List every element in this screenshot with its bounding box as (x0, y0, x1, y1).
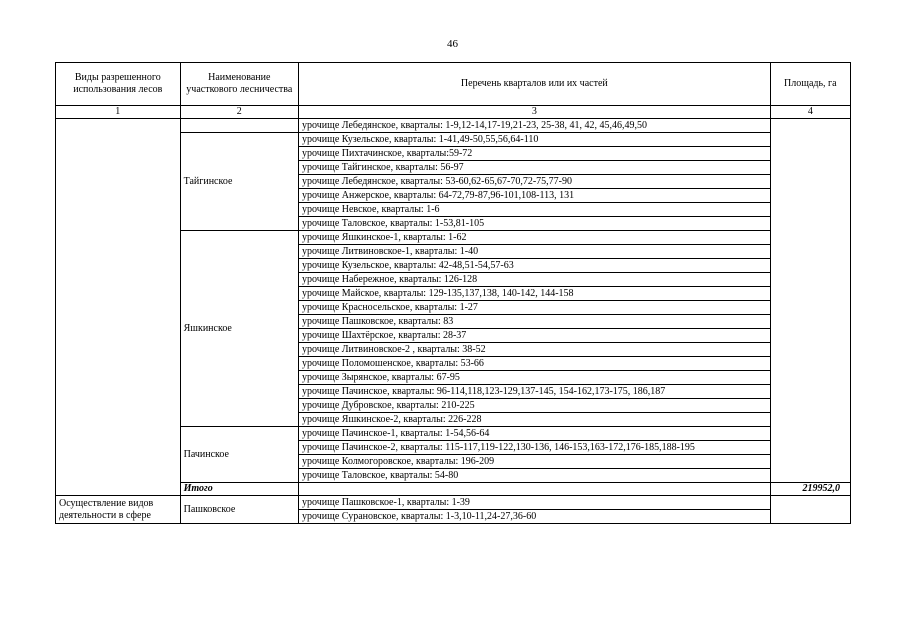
quarters-cell: урочище Пачинское-2, кварталы: 115-117,119-122,130-136, 146-153,163-172,176-185,188-195 (299, 441, 771, 455)
column-number: 2 (180, 106, 298, 119)
quarters-cell: урочище Литвиновское-2 , кварталы: 38-52 (299, 343, 771, 357)
quarters-cell: урочище Анжерское, кварталы: 64-72,79-87,96-101,108-113, 131 (299, 189, 771, 203)
use-type-cell (56, 119, 181, 496)
column-number: 1 (56, 106, 181, 119)
table-body (56, 63, 851, 524)
district-cell (180, 119, 298, 133)
forest-use-table (55, 62, 851, 524)
header-district: Наименование участкового лесничества (180, 63, 298, 106)
page-number: 46 (447, 38, 458, 50)
quarters-cell: урочище Колмогоровское, кварталы: 196-209 (299, 455, 771, 469)
column-number: 4 (770, 106, 850, 119)
column-number: 3 (299, 106, 771, 119)
quarters-cell: урочище Шахтёрское, кварталы: 28-37 (299, 329, 771, 343)
header-area: Площадь, га (770, 63, 850, 106)
quarters-cell: урочище Кузельское, кварталы: 42-48,51-54,57-63 (299, 259, 771, 273)
total-empty-cell (299, 483, 771, 496)
area-cell (770, 496, 850, 524)
quarters-cell: урочище Таловское, кварталы: 54-80 (299, 469, 771, 483)
district-cell: Тайгинское (180, 133, 298, 231)
quarters-cell: урочище Лебедянское, кварталы: 53-60,62-65,67-70,72-75,77-90 (299, 175, 771, 189)
use-type-cell: Осуществление видов деятельности в сфере (56, 496, 181, 524)
quarters-cell: урочище Дубровское, кварталы: 210-225 (299, 399, 771, 413)
quarters-cell: урочище Пашковское-1, кварталы: 1-39 (299, 496, 771, 510)
quarters-cell: урочище Невское, кварталы: 1-6 (299, 203, 771, 217)
quarters-cell: урочище Кузельское, кварталы: 1-41,49-50,55,56,64-110 (299, 133, 771, 147)
district-cell: Яшкинское (180, 231, 298, 427)
header-row (56, 63, 851, 106)
header-quarters-list: Перечень кварталов или их частей (299, 63, 771, 106)
quarters-cell: урочище Пачинское, кварталы: 96-114,118,123-129,137-145, 154-162,173-175, 186,187 (299, 385, 771, 399)
district-cell: Пачинское (180, 427, 298, 483)
table-row (56, 496, 851, 510)
quarters-cell: урочище Пашковское, кварталы: 83 (299, 315, 771, 329)
quarters-cell: урочище Набережное, кварталы: 126-128 (299, 273, 771, 287)
column-number-row (56, 106, 851, 119)
quarters-cell: урочище Поломошенское, кварталы: 53-66 (299, 357, 771, 371)
quarters-cell: урочище Пихтачинское, кварталы:59-72 (299, 147, 771, 161)
quarters-cell: урочище Яшкинское-2, кварталы: 226-228 (299, 413, 771, 427)
quarters-cell: урочище Зырянское, кварталы: 67-95 (299, 371, 771, 385)
quarters-cell: урочище Сурановское, кварталы: 1-3,10-11,24-27,36-60 (299, 510, 771, 524)
quarters-cell: урочище Тайгинское, кварталы: 56-97 (299, 161, 771, 175)
district-cell: Пашковское (180, 496, 298, 524)
header-use-type: Виды разрешенного использования лесов (56, 63, 181, 106)
quarters-cell: урочище Литвиновское-1, кварталы: 1-40 (299, 245, 771, 259)
quarters-cell: урочище Пачинское-1, кварталы: 1-54,56-64 (299, 427, 771, 441)
total-label: Итого (180, 483, 298, 496)
total-value: 219952,0 (770, 483, 850, 496)
quarters-cell: урочище Таловское, кварталы: 1-53,81-105 (299, 217, 771, 231)
quarters-cell: урочище Красносельское, кварталы: 1-27 (299, 301, 771, 315)
table-row (56, 119, 851, 133)
quarters-cell: урочище Майское, кварталы: 129-135,137,138, 140-142, 144-158 (299, 287, 771, 301)
quarters-cell: урочище Яшкинское-1, кварталы: 1-62 (299, 231, 771, 245)
area-cell (770, 119, 850, 483)
quarters-cell: урочище Лебедянское, кварталы: 1-9,12-14,17-19,21-23, 25-38, 41, 42, 45,46,49,50 (299, 119, 771, 133)
